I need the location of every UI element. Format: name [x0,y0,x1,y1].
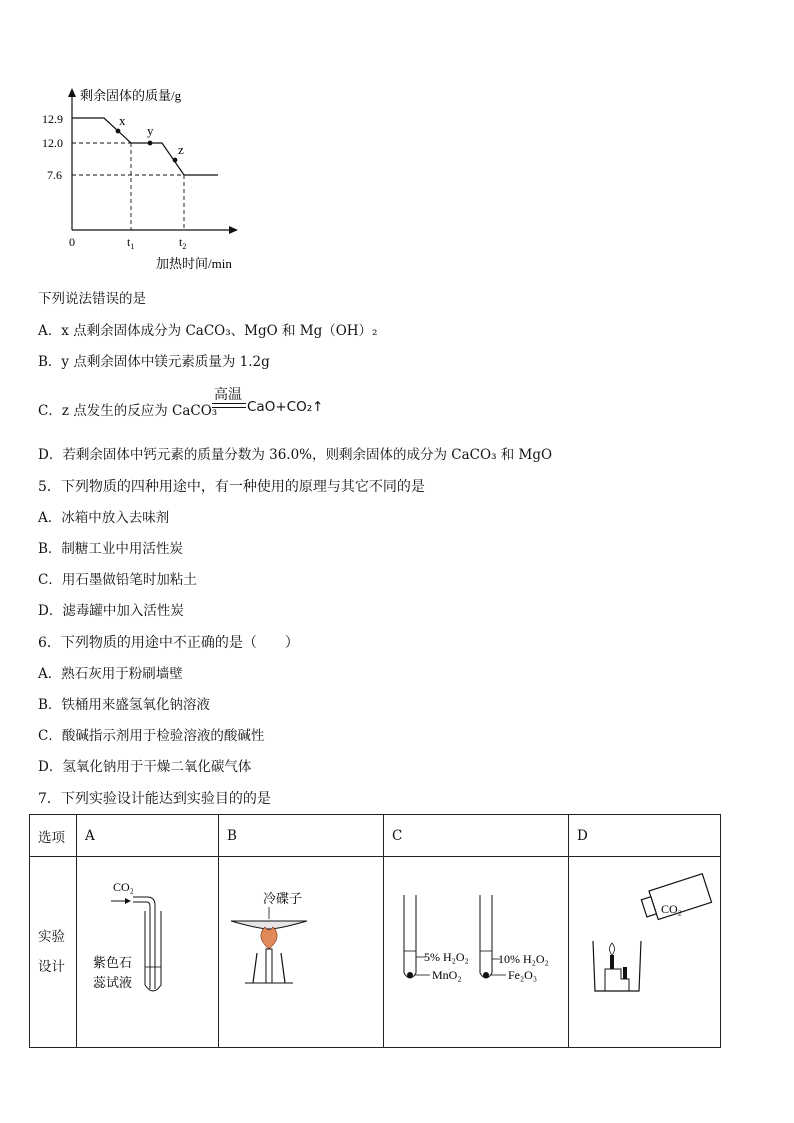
fig-c-right-catalyst-label: Fe₂O₃ [508,968,538,982]
y-axis-arrow [68,88,76,97]
y-tick-12.9: 12.9 [42,112,63,126]
point-y [148,141,153,146]
header-option-c: C [384,815,569,857]
fig-c-right-catalyst [483,972,489,978]
fig-c-left-catalyst [407,972,413,978]
fig-d-beaker [593,941,641,991]
fig-b-stand-right [281,953,285,983]
fig-c-left-solution: 5% H₂O₂ [424,950,469,964]
header-option-d: D [569,815,721,857]
row-label-design [30,857,77,1048]
mass-curve [72,118,218,175]
y-axis-label: 剩余固体的质量/g [80,88,182,103]
q5-option-c: C．用石墨做铅笔时加粘土 [38,572,197,588]
fig-a-delivery-tube [133,897,155,989]
fig-a-test-tube [145,911,161,991]
figure-d-co2-candles [569,857,719,1043]
fig-d-candle-high [610,955,614,969]
q6-option-d: D．氢氧化钠用于干燥二氧化碳气体 [38,759,252,775]
fig-b-flame [261,927,277,949]
q4-option-b: B．y 点剩余固体中镁元素质量为 1.2g [38,354,270,370]
q6-option-a: A．熟石灰用于粉刷墙壁 [38,666,183,682]
fig-d-gas-label: CO₂ [661,902,682,916]
fig-b-cold-dish [231,921,307,929]
figure-cell-d [569,857,721,1048]
q4-option-c [38,384,458,434]
header-option-a: A [77,815,219,857]
equals-sign [212,403,246,408]
fig-a-label2: 蕊试液 [93,975,133,990]
reaction-condition: 高温 [214,387,242,403]
y-tick-12.0: 12.0 [42,136,63,150]
figure-a-co2-litmus [77,857,217,1043]
fig-b-candle [266,949,272,983]
q6-stem: 6．下列物质的用途中不正确的是（ ） [38,635,299,651]
fig-b-stand-left [253,953,257,983]
q6-option-c: C．酸碱指示剂用于检验溶液的酸碱性 [38,728,265,744]
label-z: z [178,142,184,157]
q5-option-d: D．滤毒罐中加入活性炭 [38,603,184,619]
fig-c-right-solution: 10% H₂O₂ [498,952,549,966]
x-axis-arrow [229,226,238,234]
row-label-line1: 实验 [38,929,65,945]
point-x [116,129,121,134]
fig-d-candle-low [623,967,627,979]
figure-b-candle-dish [219,857,383,1043]
q7-stem: 7．下列实验设计能达到实验目的的是 [38,791,271,807]
header-option-b: B [219,815,384,857]
mass-time-graph [30,80,270,280]
row-label-line2: 设计 [38,959,65,975]
fig-a-gas-label: CO₂ [113,880,134,894]
q4-option-a: A．x 点剩余固体成分为 CaCO₃、MgO 和 Mg（OH）₂ [38,323,378,339]
figure-cell-b [219,857,384,1048]
q6-option-b: B．铁桶用来盛氢氧化钠溶液 [38,697,210,713]
label-y: y [147,123,154,138]
table-design-row [30,857,721,1048]
point-z [173,158,178,163]
figure-cell-a [77,857,219,1048]
q4-option-d: D．若剩余固体中钙元素的质量分数为 36.0%，则剩余固体的成分为 CaCO₃ 和 MgO [38,447,553,463]
header-option-label: 选项 [30,815,77,857]
fig-c-left-tube [404,895,416,978]
x-axis-label: 加热时间/min [156,256,232,271]
q5-stem: 5．下列物质的四种用途中，有一种使用的原理与其它不同的是 [38,479,425,495]
origin-label: 0 [69,235,75,249]
experiment-table [29,814,721,1048]
table-header-row [30,815,721,857]
q5-option-a: A．冰箱中放入去味剂 [38,510,170,526]
fig-c-right-tube [480,895,492,978]
x-tick-t2: $t_2$ [179,235,187,251]
y-tick-7.6: 7.6 [47,168,62,182]
fig-d-flame-high [610,943,615,955]
q4-option-c-products: CaO+CO₂↑ [247,399,324,415]
figure-cell-c [384,857,569,1048]
fig-b-label: 冷碟子 [263,891,303,906]
fig-a-label1: 紫色石 [93,955,133,970]
figure-c-h2o2-catalysts [384,857,568,1043]
fig-c-left-catalyst-label: MnO₂ [432,968,462,982]
fig-a-arrow-head [125,898,131,904]
q4-stem: 下列说法错误的是 [38,291,146,307]
label-x: x [119,113,126,128]
q5-option-b: B．制糖工业中用活性炭 [38,541,183,557]
x-tick-t1: $t_1$ [127,235,135,251]
q4-option-c-prefix: C．z 点发生的反应为 CaCO₃ [38,403,218,419]
